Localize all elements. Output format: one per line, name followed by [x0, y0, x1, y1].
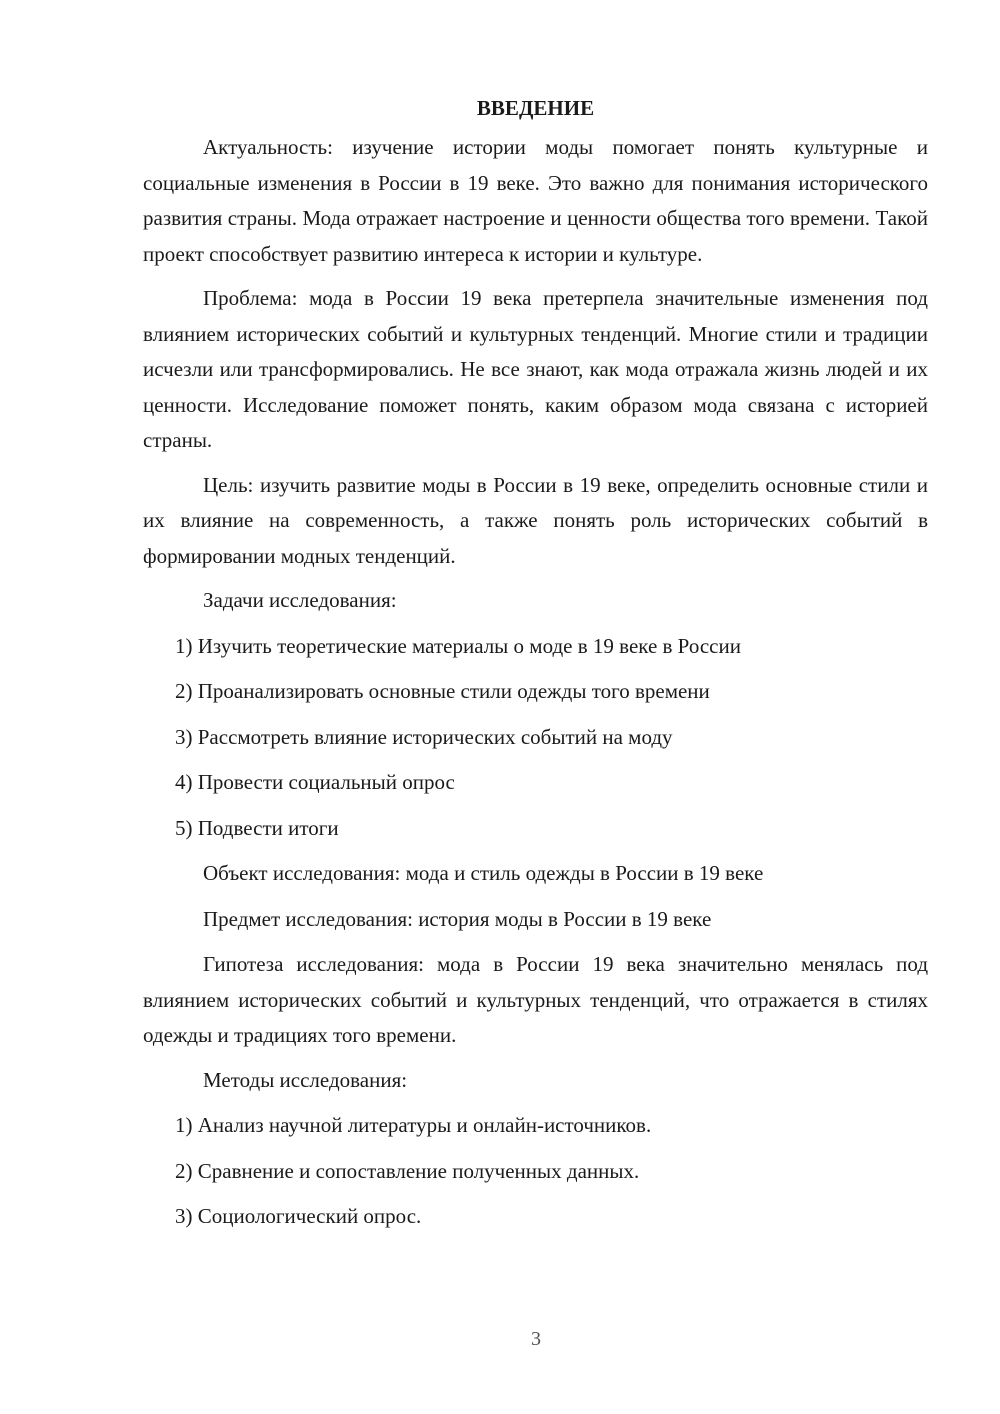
method-item: 2) Сравнение и сопоставление полученных данных. — [175, 1158, 640, 1183]
tasks-label: Задачи исследования: — [203, 588, 397, 612]
method-item: 3) Социологический опрос. — [175, 1204, 422, 1228]
problem-paragraph: Проблема: мода в России 19 века претерпела значительные изменения под влиянием исторических событий и культурных тенденций. Многие стили и традиции исчезли или трансформировались. Не все знают, как мода отражала жизнь людей и их ценности. Исследование поможет понять, каким образом мода связана с историей страны. — [143, 286, 928, 452]
task-item: 4) Провести социальный опрос — [175, 770, 455, 794]
task-item: 3) Рассмотреть влияние исторических событий на моду — [175, 724, 673, 749]
hypothesis-paragraph: Гипотеза исследования: мода в России 19 века значительно менялась под влиянием исторических событий и культурных тенденций, что отражается в стилях одежды и традициях того времени. — [143, 952, 928, 1047]
goal-paragraph: Цель: изучить развитие моды в России в 19 веке, определить основные стили и их влияние на современность, а также понять роль исторических событий в формировании модных тенденций. — [143, 472, 928, 568]
subject-line: Предмет исследования: история моды в России в 19 веке — [203, 906, 712, 931]
methods-list — [143, 1108, 928, 1235]
relevance-paragraph: Актуальность: изучение истории моды помогает понять культурные и социальные изменения в России в 19 веке. Это важно для понимания исторического развития страны. Мода отражает настроение и ценности общества того времени. Такой проект способствует развитию интереса к истории и культуре. — [143, 135, 928, 266]
methods-label: Методы исследования: — [203, 1067, 408, 1092]
task-item: 2) Проанализировать основные стили одежды того времени — [175, 679, 710, 703]
object-line: Объект исследования: мода и стиль одежды в России в 19 веке — [203, 861, 764, 885]
tasks-list — [143, 629, 928, 847]
task-item: 1) Изучить теоретические материалы о моде в 19 веке в России — [175, 633, 741, 658]
section-heading: ВВЕДЕНИЕ — [476, 96, 595, 120]
method-item: 1) Анализ научной литературы и онлайн-источников. — [175, 1113, 652, 1137]
task-item: 5) Подвести итоги — [175, 815, 339, 840]
page-number: 3 — [531, 1328, 541, 1350]
